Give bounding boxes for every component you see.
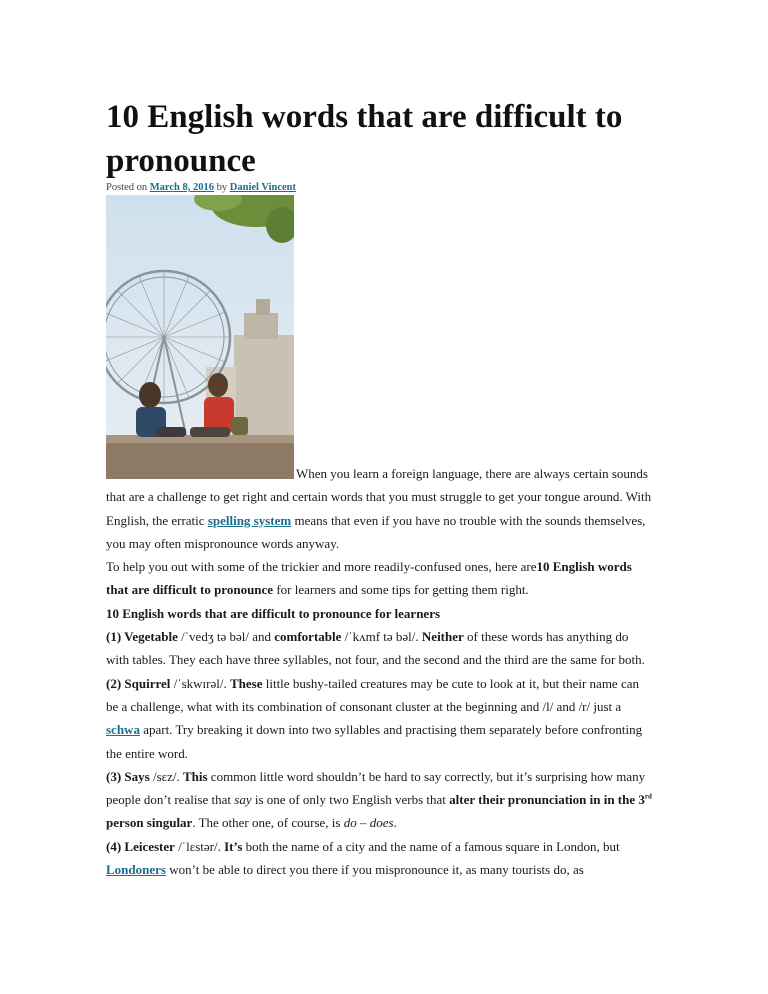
author-link[interactable]: Daniel Vincent xyxy=(229,182,296,193)
london-eye-photo xyxy=(106,195,294,479)
schwa-link[interactable]: schwa xyxy=(106,722,140,738)
post-date-link[interactable]: March 8, 2016 xyxy=(149,182,215,193)
intro-paragraph-1: When you learn a foreign language, there are always certain sounds that are a challenge to get right and certain words that you must struggle to get your tongue around. With English, the erratic spelling system means that even if you have no trouble with the sounds themselves, you may often mispronounce words anyway. xyxy=(106,462,654,555)
list-item-squirrel: (2) Squirrel /ˈskwɪrəl/. These little bushy-tailed creatures may be cute to look at it, but their name can be a challenge, what with its combination of consonant cluster at the beginning and /l/ and /r/ just a schwa apart. Try breaking it down into two syllables and practising them separately before confronting the entire word. xyxy=(106,675,643,761)
londoners-link[interactable]: Londoners xyxy=(106,862,166,878)
page-title: 10 English words that are difficult to pronounce xyxy=(106,99,623,179)
intro-paragraph-2: To help you out with some of the trickier and more readily-confused ones, here are10 English words that are difficult to pronounce for learners and some tips for getting them right. xyxy=(106,559,632,598)
image-gap xyxy=(106,462,296,480)
list-item-says: (3) Says /sɛz/. This common little word shouldn’t be hard to say correctly, but it’s surprising how many people don’t realise that say is one of only two English verbs that alter their pronunciation in in the 3rd person singular. The other one, of course, is do – does. xyxy=(106,768,652,831)
section-heading: 10 English words that are difficult to pronounce for learners xyxy=(106,605,441,621)
post-meta xyxy=(106,182,296,193)
list-item-leicester: (4) Leicester /ˈlɛstər/. It’s both the name of a city and the name of a famous square in London, but Londoners won’t be able to direct you there if you mispronounce it, as many tourists do, as xyxy=(106,838,620,878)
list-item-vegetable: (1) Vegetable /ˈvedʒ tə bəl/ and comfortable /ˈkʌmf tə bəl/. Neither of these words has anything do with tables. They each have three syllables, not four, and the second and the third are the same for both. xyxy=(106,629,645,668)
spelling-system-link[interactable]: spelling system xyxy=(207,512,292,528)
posted-on-label: Posted on xyxy=(106,182,148,193)
by-label: by xyxy=(216,182,228,193)
article-body xyxy=(106,462,654,881)
